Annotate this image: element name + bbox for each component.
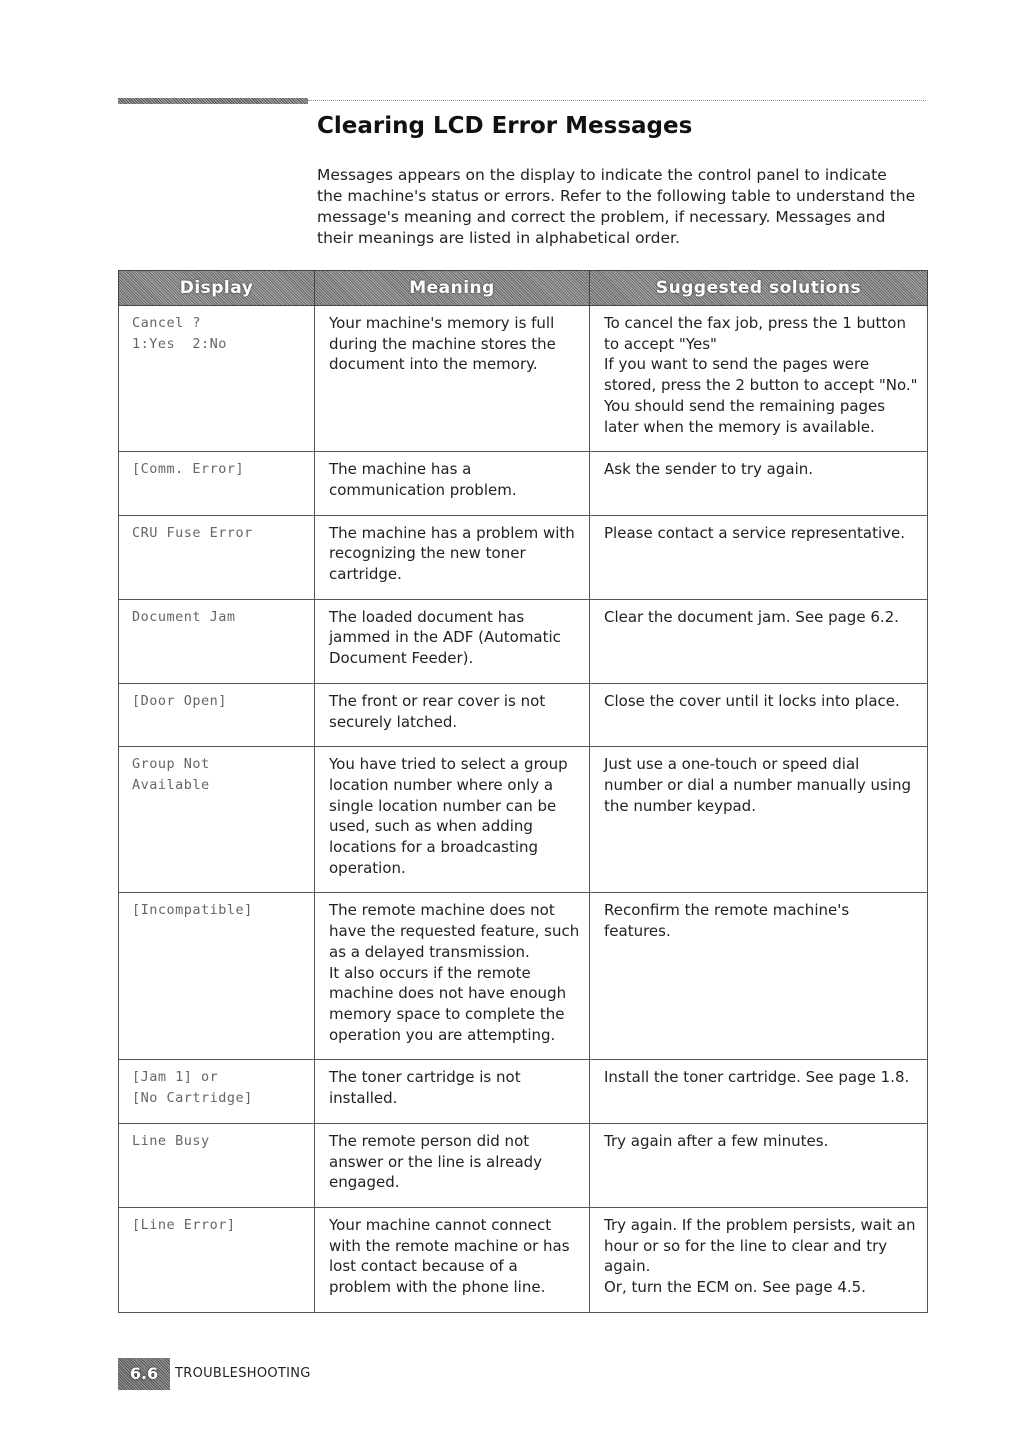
meaning-cell-line: Your machine's memory is full during the machine stores the document into the memory. [329,314,561,374]
solution-cell-line: Ask the sender to try again. [604,460,814,479]
meaning-cell-line: The machine has a communication problem. [329,460,517,499]
solution-cell-line: Reconfirm the remote machine's features. [604,901,854,941]
solution-cell-line: Just use a one-touch or speed dial number or dial a number manually using the number keypad. [604,755,916,815]
meaning-cell [315,306,590,452]
meaning-cell-line: Your machine cannot connect with the remote machine or has lost contact because of a problem with the phone line. [329,1215,575,1297]
solution-cell [590,452,928,515]
display-cell-line: [Incompatible] [132,902,253,919]
meaning-cell [315,893,590,1060]
table-row [119,599,928,683]
display-cell-line: [Comm. Error] [132,461,245,478]
table-row [119,452,928,515]
meaning-cell [315,515,590,599]
top-rule-dark [118,98,308,104]
display-cell-line: Document Jam [132,608,236,625]
solution-cell [590,1060,928,1123]
table-row [119,683,928,746]
solution-cell-line: Install the toner cartridge. See page 1.8. [604,1068,910,1087]
solution-cell [590,683,928,746]
meaning-cell [315,452,590,515]
display-cell [119,515,315,599]
meaning-cell-line: The remote person did not answer or the line is already engaged. [329,1131,547,1192]
solution-cell [590,515,928,599]
display-cell [119,893,315,1060]
display-cell-line: Cancel ? [132,315,202,331]
meaning-cell [315,683,590,746]
table-row [119,1060,928,1123]
section-name: TROUBLESHOOTING [175,1366,311,1381]
table-row [119,1207,928,1312]
meaning-cell [315,599,590,683]
display-cell-line: CRU Fuse Error [132,524,253,541]
meaning-cell-line: The front or rear cover is not securely latched. [329,691,550,731]
solution-cell [590,1207,928,1312]
meaning-cell-line: The toner cartridge is not installed. [329,1068,526,1108]
meaning-cell [315,1123,590,1207]
meaning-cell [315,1207,590,1312]
solution-cell-line: Clear the document jam. See page 6.2. [604,607,899,626]
header-solutions: Suggested solutions [590,271,928,306]
meaning-cell-line: The loaded document has jammed in the ADF (Automatic Document Feeder). [329,607,566,668]
meaning-cell-line: You have tried to select a group location number where only a single location number can be used, such as when adding locations for a broadcasting operation. [329,755,573,877]
display-cell [119,452,315,515]
display-cell-line: Group Not [132,756,210,773]
table-row [119,747,928,893]
display-cell [119,1207,315,1312]
header-display: Display [119,271,315,306]
table-row [119,1123,928,1207]
table-row [119,306,928,452]
table-body [119,306,928,1313]
table-header-row [119,271,928,306]
solution-cell-line: Or, turn the ECM on. See page 4.5. [604,1278,866,1297]
display-cell-line: Available [132,776,210,793]
solution-cell [590,306,928,452]
solution-cell [590,599,928,683]
page-number-badge: 6.6 [118,1358,170,1390]
display-cell [119,599,315,683]
display-cell-line: [No Cartridge] [132,1090,253,1107]
solution-cell [590,747,928,893]
solution-cell-line: Try again after a few minutes. [604,1131,829,1150]
table-row [119,893,928,1060]
table-row [119,515,928,599]
solution-cell-line: If you want to send the pages were stored, press the 2 button to accept "No." You should send the remaining pages later when the memory is available. [604,355,923,436]
intro-paragraph: Messages appears on the display to indicate the control panel to indicate the machine's status or errors. Refer to the following table to understand the message's meaning and correct the problem, if necessary. Messages and their meanings are listed in alphabetical order. [317,166,916,247]
meaning-cell-line: The remote machine does not have the requested feature, such as a delayed transmission. [329,901,585,961]
meaning-cell-line: It also occurs if the remote machine does not have enough memory space to complete the operation you are attempting. [329,963,571,1044]
display-cell [119,306,315,452]
display-cell-line: Line Busy [132,1132,210,1149]
solution-cell [590,893,928,1060]
solution-cell-line: Please contact a service representative. [604,523,906,542]
error-messages-table [118,270,928,1313]
solution-cell-line: To cancel the fax job, press the 1 button to accept "Yes" [604,314,911,353]
meaning-cell-line: The machine has a problem with recognizing the new toner cartridge. [329,523,580,584]
page-title: Clearing LCD Error Messages [317,113,693,139]
display-cell-line: [Line Error] [132,1216,236,1233]
top-rule-dotted [308,100,926,101]
display-cell-line: [Door Open] [132,692,227,709]
display-cell [119,683,315,746]
meaning-cell [315,1060,590,1123]
display-cell [119,1060,315,1123]
meaning-cell [315,747,590,893]
header-meaning: Meaning [315,271,590,306]
top-rule [118,98,926,104]
display-cell-line: 1:Yes 2:No [132,335,227,352]
solution-cell-line: Try again. If the problem persists, wait an hour or so for the line to clear and try again. [604,1215,921,1276]
display-cell [119,1123,315,1207]
display-cell [119,747,315,893]
solution-cell [590,1123,928,1207]
display-cell-line: [Jam 1] or [132,1069,219,1086]
solution-cell-line: Close the cover until it locks into place. [604,691,900,710]
